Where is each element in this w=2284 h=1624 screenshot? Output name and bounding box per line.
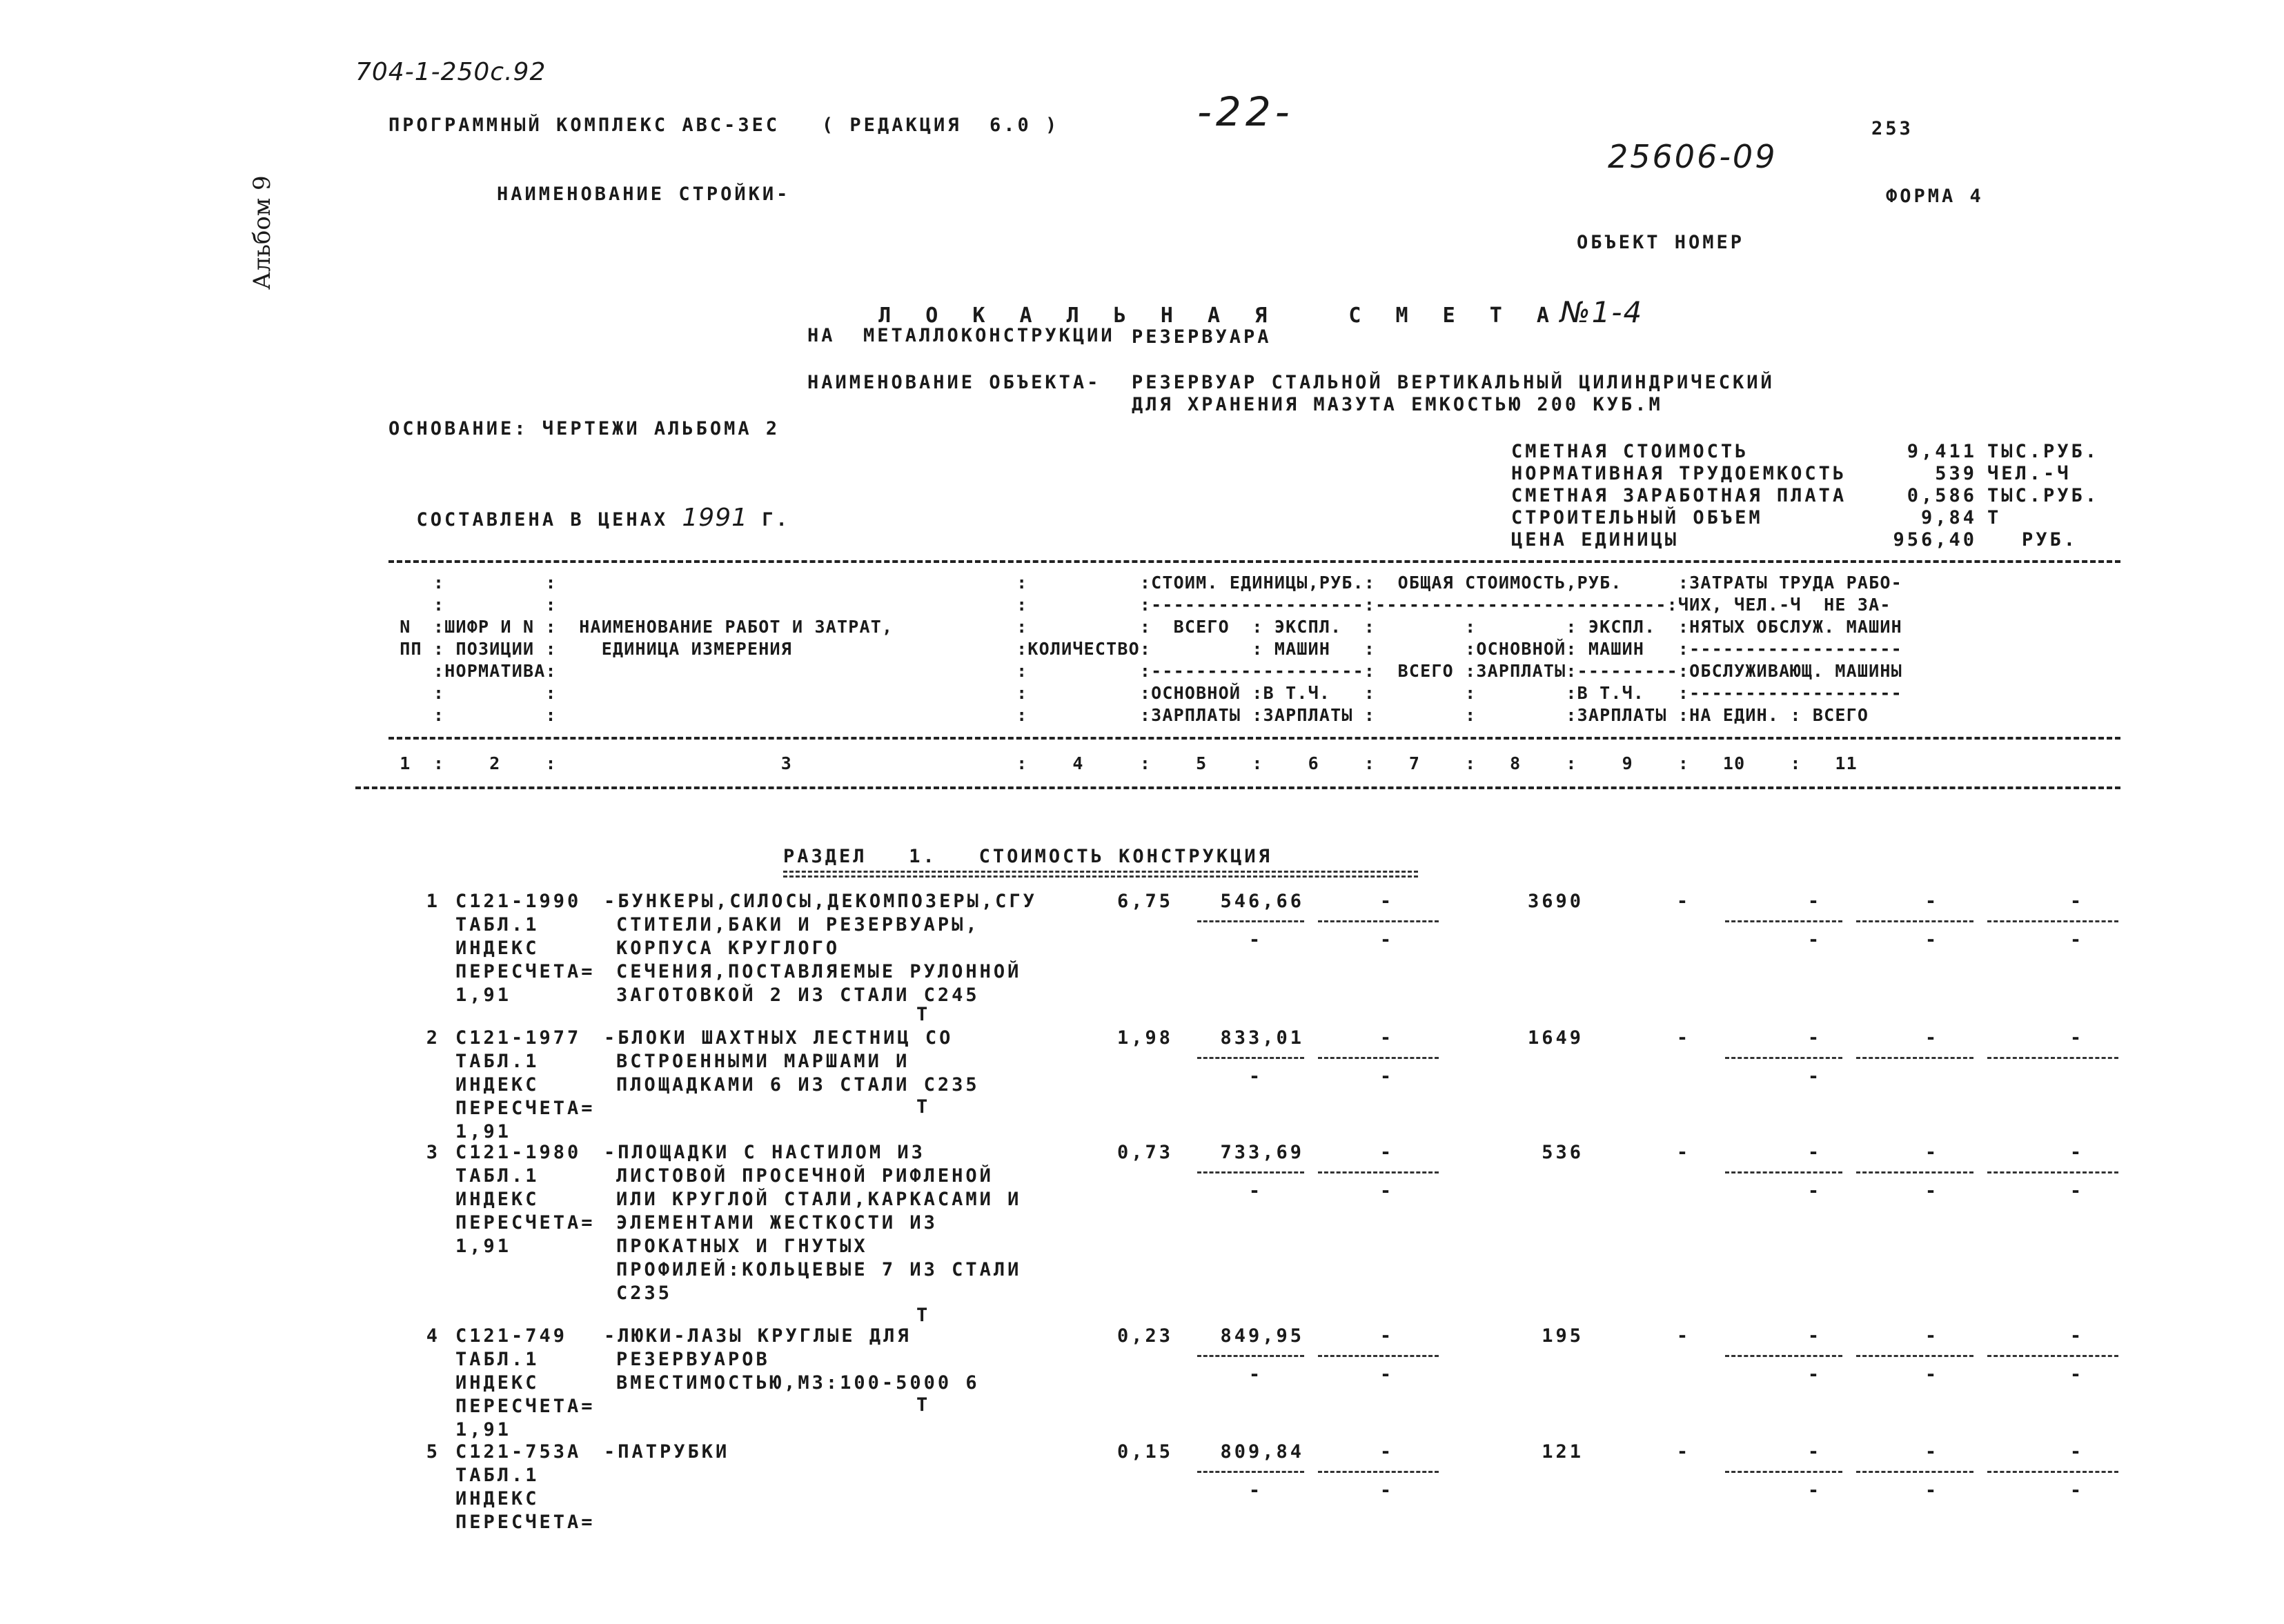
row-code: 1,91	[455, 1236, 512, 1257]
row-code: ИНДЕКС	[455, 1488, 540, 1509]
summary-label: НОРМАТИВНАЯ ТРУДОЕМКОСТЬ	[1511, 463, 1847, 484]
row-labor-total: -	[2069, 1441, 2085, 1463]
table-top-rule	[388, 560, 2120, 563]
sheet-number: 253	[1871, 118, 1913, 139]
header-line: : : : :СТОИМ. ЕДИНИЦЫ,РУБ.: ОБЩАЯ СТОИМОСТЬ,РУБ. :ЗАТРАТЫ ТРУДА РАБО-	[388, 573, 1902, 593]
row-machine-wage: -	[1379, 1364, 1395, 1385]
summary-unit: ТЫС.РУБ.	[1987, 441, 2100, 462]
subtotal-rule	[1725, 1171, 1842, 1174]
row-wage: -	[1676, 1325, 1691, 1347]
row-name: ПРОФИЛЕЙ:КОЛЬЦЕВЫЕ 7 ИЗ СТАЛИ	[616, 1259, 1022, 1280]
row-exploitation-wage: -	[1807, 929, 1822, 951]
header-line: : : : :-------------------:--------------------------:ЧИХ, ЧЕЛ.-Ч НЕ ЗА-	[388, 595, 1891, 615]
row-exploitation-wage: -	[1807, 1480, 1822, 1501]
subtotal-rule	[1318, 1171, 1439, 1174]
section-underline	[783, 871, 1418, 878]
row-unit: Т	[916, 1004, 931, 1025]
row-name: РЕЗЕРВУАРОВ	[616, 1349, 770, 1370]
row-code: ИНДЕКС	[455, 1074, 540, 1096]
row-price-wage: -	[1248, 929, 1263, 951]
row-unit: Т	[916, 1096, 931, 1118]
section-title: РАЗДЕЛ 1. СТОИМОСТЬ КОНСТРУКЦИЯ	[783, 846, 1272, 867]
row-code: ПЕРЕСЧЕТА=	[455, 1098, 595, 1119]
row-name: ИЛИ КРУГЛОЙ СТАЛИ,КАРКАСАМИ И	[616, 1189, 1022, 1210]
subtotal-rule	[1856, 1057, 1973, 1059]
row-machines: -	[1379, 891, 1395, 912]
subtotal-rule	[1197, 1355, 1304, 1357]
row-price-wage: -	[1248, 1364, 1263, 1385]
row-name: С235	[616, 1283, 673, 1304]
summary-label: СМЕТНАЯ ЗАРАБОТНАЯ ПЛАТА	[1511, 485, 1847, 506]
subtotal-rule	[1197, 1471, 1304, 1473]
row-labor-per-unit: -	[1924, 1027, 1940, 1049]
object-name-line2: ДЛЯ ХРАНЕНИЯ МАЗУТА ЕМКОСТЬЮ 200 КУБ.М	[1132, 394, 1663, 415]
estimate-title-text: Л О К А Л Ь Н А Я С М Е Т А	[878, 304, 1560, 328]
row-machines: -	[1379, 1142, 1395, 1163]
header-line: N :ШИФР И N : НАИМЕНОВАНИЕ РАБОТ И ЗАТРАТ, : : ВСЕГО : ЭКСПЛ. : : : ЭКСПЛ. :НЯТЫХ ОБСЛУЖ. МАШИН	[388, 617, 1902, 637]
row-total: 121	[1542, 1441, 1584, 1463]
row-number: 2	[426, 1027, 440, 1049]
row-code: ПЕРЕСЧЕТА=	[455, 1396, 595, 1417]
estimate-title	[831, 277, 1643, 328]
row-name: ЛИСТОВОЙ ПРОСЕЧНОЙ РИФЛЕНОЙ	[616, 1165, 994, 1187]
row-labor-unit-wage: -	[1924, 1480, 1940, 1501]
row-name: ВМЕСТИМОСТЬЮ,М3:100-5000 6	[616, 1372, 980, 1394]
summary-value: 0,586	[1907, 485, 1977, 506]
row-total: 1649	[1527, 1027, 1584, 1049]
doc-number: 25606-09	[1608, 138, 1778, 175]
page-number: -22-	[1197, 88, 1294, 135]
subtotal-rule	[1987, 1171, 2118, 1174]
row-machines: -	[1379, 1325, 1395, 1347]
row-wage: -	[1676, 1441, 1691, 1463]
prices-line	[388, 483, 790, 532]
row-code: ПЕРЕСЧЕТА=	[455, 1512, 595, 1533]
row-number: 4	[426, 1325, 440, 1347]
subtotal-rule	[1987, 920, 2118, 922]
subtotal-rule	[1197, 920, 1304, 922]
summary-value: 539	[1935, 463, 1977, 484]
summary-label: ЦЕНА ЕДИНИЦЫ	[1511, 529, 1680, 551]
row-code: ИНДЕКС	[455, 1372, 540, 1394]
subtotal-rule	[1856, 1355, 1973, 1357]
row-number: 5	[426, 1441, 440, 1463]
column-numbers: 1 : 2 : 3 : 4 : 5 : 6 : 7 : 8 : 9 : 10 : 11	[388, 753, 1858, 773]
row-labor-total: -	[2069, 891, 2085, 912]
construction-name-label: НАИМЕНОВАНИЕ СТРОЙКИ-	[497, 184, 791, 205]
summary-unit: ЧЕЛ.-Ч	[1987, 463, 2071, 484]
row-price-wage: -	[1248, 1066, 1263, 1087]
row-exploitation: -	[1807, 1142, 1822, 1163]
header-line: : : : :ОСНОВНОЙ :В Т.Ч. : : :В Т.Ч. :-------------------	[388, 683, 1902, 703]
summary-value: 9,411	[1907, 441, 1977, 462]
subtotal-rule	[1987, 1355, 2118, 1357]
row-code: ТАБЛ.1	[455, 1165, 540, 1187]
row-machine-wage: -	[1379, 1180, 1395, 1202]
row-labor-per-unit: -	[1924, 1441, 1940, 1463]
row-machine-wage: -	[1379, 1066, 1395, 1087]
row-number: 1	[426, 891, 440, 912]
subtotal-rule	[1987, 1471, 2118, 1473]
summary-unit: Т	[1987, 507, 2002, 528]
row-unit-price: 809,84	[1220, 1441, 1304, 1463]
row-name: ЗАГОТОВКОЙ 2 ИЗ СТАЛИ С245	[616, 984, 980, 1006]
subject-value: РЕЗЕРВУАРА	[1132, 326, 1272, 348]
row-quantity: 0,15	[1116, 1441, 1173, 1463]
header-line: :НОРМАТИВА: : :-------------------: ВСЕГО :ЗАРПЛАТЫ:---------:ОБСЛУЖИВАЮЩ. МАШИНЫ	[388, 661, 1902, 681]
prices-suffix: Г.	[762, 509, 790, 531]
row-code: С121-1977	[455, 1027, 582, 1049]
row-unit-price: 546,66	[1220, 891, 1304, 912]
program-name: ПРОГРАММНЫЙ КОМПЛЕКС АВС-3ЕС ( РЕДАКЦИЯ 6.0 )	[388, 115, 1060, 136]
row-exploitation-wage: -	[1807, 1180, 1822, 1202]
row-code: 1,91	[455, 984, 512, 1006]
subtotal-rule	[1318, 920, 1439, 922]
row-labor-unit-wage: -	[1924, 1180, 1940, 1202]
subtotal-rule	[1318, 1355, 1439, 1357]
row-labor-per-unit: -	[1924, 1325, 1940, 1347]
subtotal-rule	[1725, 1057, 1842, 1059]
row-name: СТИТЕЛИ,БАКИ И РЕЗЕРВУАРЫ,	[616, 914, 980, 935]
row-labor-per-unit: -	[1924, 1142, 1940, 1163]
row-code: ТАБЛ.1	[455, 1051, 540, 1072]
row-machine-wage: -	[1379, 929, 1395, 951]
row-exploitation-wage: -	[1807, 1364, 1822, 1385]
album-side-label: Альбом 9	[248, 175, 276, 290]
row-code: С121-753А	[455, 1441, 582, 1463]
row-labor-total-wage: -	[2069, 1180, 2085, 1202]
row-unit-price: 833,01	[1220, 1027, 1304, 1049]
prices-label: СОСТАВЛЕНА В ЦЕНАХ	[416, 509, 669, 531]
row-total: 195	[1542, 1325, 1584, 1347]
row-name: ВСТРОЕННЫМИ МАРШАМИ И	[616, 1051, 910, 1072]
row-code: С121-749	[455, 1325, 568, 1347]
summary-unit: РУБ.	[2022, 529, 2078, 551]
row-machines: -	[1379, 1027, 1395, 1049]
document-code: 704-1-250с.92	[355, 58, 547, 86]
row-labor-unit-wage: -	[1924, 1364, 1940, 1385]
row-quantity: 1,98	[1116, 1027, 1173, 1049]
subtotal-rule	[1987, 1057, 2118, 1059]
row-price-wage: -	[1248, 1480, 1263, 1501]
row-unit: Т	[916, 1394, 931, 1416]
row-total: 536	[1542, 1142, 1584, 1163]
row-labor-total: -	[2069, 1325, 2085, 1347]
row-name: ПРОКАТНЫХ И ГНУТЫХ	[616, 1236, 868, 1257]
row-name: -БУНКЕРЫ,СИЛОСЫ,ДЕКОМПОЗЕРЫ,СГУ	[604, 891, 1037, 912]
summary-value: 9,84	[1920, 507, 1977, 528]
row-machine-wage: -	[1379, 1480, 1395, 1501]
row-quantity: 0,23	[1116, 1325, 1173, 1347]
row-name: ЭЛЕМЕНТАМИ ЖЕСТКОСТИ ИЗ	[616, 1212, 938, 1234]
row-exploitation: -	[1807, 1027, 1822, 1049]
subtotal-rule	[1856, 1471, 1973, 1473]
form-label: ФОРМА 4	[1886, 186, 1984, 207]
row-wage: -	[1676, 891, 1691, 912]
subject-label: НА МЕТАЛЛОКОНСТРУКЦИИ	[807, 325, 1115, 346]
row-code: ПЕРЕСЧЕТА=	[455, 961, 595, 982]
summary-unit: ТЫС.РУБ.	[1987, 485, 2100, 506]
row-exploitation: -	[1807, 1325, 1822, 1347]
subtotal-rule	[1197, 1057, 1304, 1059]
row-name: -ПАТРУБКИ	[604, 1441, 730, 1463]
row-number: 3	[426, 1142, 440, 1163]
subtotal-rule	[1725, 1355, 1842, 1357]
row-code: С121-1980	[455, 1142, 582, 1163]
row-code: С121-1990	[455, 891, 582, 912]
row-code: ТАБЛ.1	[455, 1349, 540, 1370]
subtotal-rule	[1725, 1471, 1842, 1473]
subtotal-rule	[1856, 1171, 1973, 1174]
row-labor-total-wage: -	[2069, 1364, 2085, 1385]
row-quantity: 6,75	[1116, 891, 1173, 912]
row-name: -ПЛОЩАДКИ С НАСТИЛОМ ИЗ	[604, 1142, 925, 1163]
row-exploitation: -	[1807, 891, 1822, 912]
row-wage: -	[1676, 1027, 1691, 1049]
row-labor-total: -	[2069, 1027, 2085, 1049]
row-labor-total-wage: -	[2069, 1480, 2085, 1501]
row-wage: -	[1676, 1142, 1691, 1163]
row-labor-total: -	[2069, 1142, 2085, 1163]
row-code: 1,91	[455, 1419, 512, 1440]
row-name: ПЛОЩАДКАМИ 6 ИЗ СТАЛИ С235	[616, 1074, 980, 1096]
row-name: КОРПУСА КРУГЛОГО	[616, 938, 840, 959]
row-total: 3690	[1527, 891, 1584, 912]
subtotal-rule	[1318, 1471, 1439, 1473]
header-rule	[388, 737, 2120, 740]
row-name: -БЛОКИ ШАХТНЫХ ЛЕСТНИЦ СО	[604, 1027, 954, 1049]
row-unit-price: 733,69	[1220, 1142, 1304, 1163]
row-exploitation-wage: -	[1807, 1066, 1822, 1087]
row-code: 1,91	[455, 1121, 512, 1142]
row-quantity: 0,73	[1116, 1142, 1173, 1163]
row-code: ТАБЛ.1	[455, 1465, 540, 1486]
object-name-line1: РЕЗЕРВУАР СТАЛЬНОЙ ВЕРТИКАЛЬНЫЙ ЦИЛИНДРИЧЕСКИЙ	[1132, 372, 1775, 393]
row-price-wage: -	[1248, 1180, 1263, 1202]
header-bottom-rule	[355, 786, 2120, 789]
row-labor-per-unit: -	[1924, 891, 1940, 912]
object-number-label: ОБЪЕКТ НОМЕР	[1577, 232, 1745, 253]
row-code: ТАБЛ.1	[455, 914, 540, 935]
subtotal-rule	[1856, 920, 1973, 922]
subtotal-rule	[1725, 920, 1842, 922]
prices-year: 1991	[682, 504, 749, 532]
summary-label: СМЕТНАЯ СТОИМОСТЬ	[1511, 441, 1749, 462]
summary-value: 956,40	[1893, 529, 1977, 551]
row-unit-price: 849,95	[1220, 1325, 1304, 1347]
object-name-label: НАИМЕНОВАНИЕ ОБЪЕКТА-	[807, 372, 1101, 393]
basis-line: ОСНОВАНИЕ: ЧЕРТЕЖИ АЛЬБОМА 2	[388, 418, 780, 439]
row-labor-total-wage: -	[2069, 929, 2085, 951]
row-code: ИНДЕКС	[455, 938, 540, 959]
estimate-title-number: №1-4	[1559, 295, 1644, 329]
subtotal-rule	[1197, 1171, 1304, 1174]
row-unit: Т	[916, 1305, 931, 1326]
row-name: СЕЧЕНИЯ,ПОСТАВЛЯЕМЫЕ РУЛОННОЙ	[616, 961, 1022, 982]
row-machines: -	[1379, 1441, 1395, 1463]
subtotal-rule	[1318, 1057, 1439, 1059]
row-labor-unit-wage: -	[1924, 929, 1940, 951]
summary-label: СТРОИТЕЛЬНЫЙ ОБЪЕМ	[1511, 507, 1763, 528]
row-exploitation: -	[1807, 1441, 1822, 1463]
row-code: ПЕРЕСЧЕТА=	[455, 1212, 595, 1234]
header-line: ПП : ПОЗИЦИИ : ЕДИНИЦА ИЗМЕРЕНИЯ :КОЛИЧЕСТВО: : МАШИН : :ОСНОВНОЙ: МАШИН :-------------------	[388, 639, 1902, 659]
row-code: ИНДЕКС	[455, 1189, 540, 1210]
row-name: -ЛЮКИ-ЛАЗЫ КРУГЛЫЕ ДЛЯ	[604, 1325, 912, 1347]
header-line: : : : :ЗАРПЛАТЫ :ЗАРПЛАТЫ : : :ЗАРПЛАТЫ :НА ЕДИН. : ВСЕГО	[388, 705, 1869, 725]
